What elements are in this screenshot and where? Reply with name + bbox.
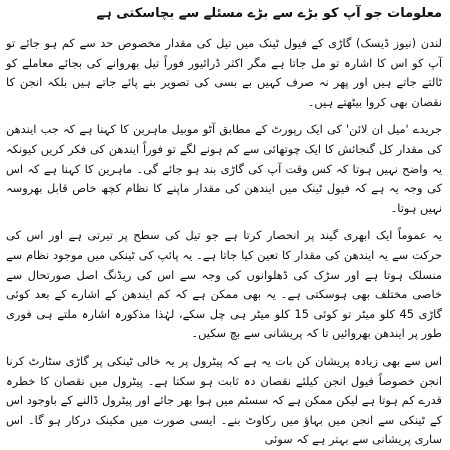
article-paragraph-4: اس سے بھی زیادہ پریشان کن بات یہ ہے کہ پیٹرول پر یہ خالی ٹینکی پر گاڑی سٹارٹ کرنا انجن خصوصاً فیول انجن کیلئے نقصان دہ ثابت ہو سکتا ہے۔ پیٹرول میں نقصان کا خطرہ قدرے کم ہوتا ہے لیکن ممکن ہے کہ سسٹم میں ہوا بھر جائے اور پیٹرول ڈالنے کے باوجود اس کے ٹینکی سے انجن میں بہاؤ میں رکاوٹ بنے۔ ایسی صورت میں مکینک درکار ہو گا۔ اس ساری پریشانی سے بہتر ہے کہ سوئی [6,353,442,447]
article-paragraph-3: یہ عموماً ایک ابھری گیند پر انحصار کرتا ہے جو تیل کی سطح پر تیرتی ہے اور اس کی حرکت سے یہ ایندھن کی مقدار کا تعین کیا جاتا ہے۔ یہ پائپ کی ٹینکی میں موجود نظام سے منسلک ہوتا ہے اور سڑک کی ڈھلوانوں کی وجہ سے اس کی ریڈنگ اصل صورتحال سے خاصی مختلف بھی ہوسکتی ہے۔ یہ بھی ممکن ہے کہ کم ایندھن کے اشارے کے بعد کوئی گاڑی 45 کلو میٹر تو کوئی 15 کلو میٹر ہی چل سکے، لہٰذا مذکورہ اشارہ ملتے ہی فوری طور پر ایندھن بھروائیں تا کہ پریشانی سے بچ سکیں۔ [6,228,442,341]
article-paragraph-2: جریدے 'میل ان لائن' کی ایک رپورٹ کے مطابق آٹو موبیل ماہرین کا کہنا ہے کہ جب ایندھن کی مقدار کل گنجائش کا ایک چوتھائی سے کم ہونے لگے تو فوراً ایندھن کی فکر کریں کیونکہ یہ واضح نہیں ہوتا کہ کس وقت آپ کی گاڑی بند ہو جائے گی۔ ماہرین کا کہنا ہے کہ اس کی وجہ یہ ہے کہ فیول ٹینک میں ایندھن کی مقدار ماپنے کا نظام کچھ خاص قابل بھروسہ نہیں ہوتا۔ [6,122,442,215]
article-paragraph-1: لندن (نیوز ڈیسک) گاڑی کے فیول ٹینک میں تیل کی مقدار مخصوص حد سے کم ہو جائے تو آپ کو اس کا اشارہ تو مل جاتا ہے مگر اکثر ڈرائیور فوراً تیل بھروانے کی بجائے معاملے کو ٹالتے جاتے ہیں اور پھر نہ صرف کہیں بے بسی کی تصویر بنے پائے جاتے ہیں بلکہ انجن کا نقصان بھی کروا بیٹھتے ہیں۔ [6,36,442,109]
article-heading: معلومات جو آپ کو بڑے سے بڑے مسئلے سے بچاسکتی ہے [96,6,442,21]
